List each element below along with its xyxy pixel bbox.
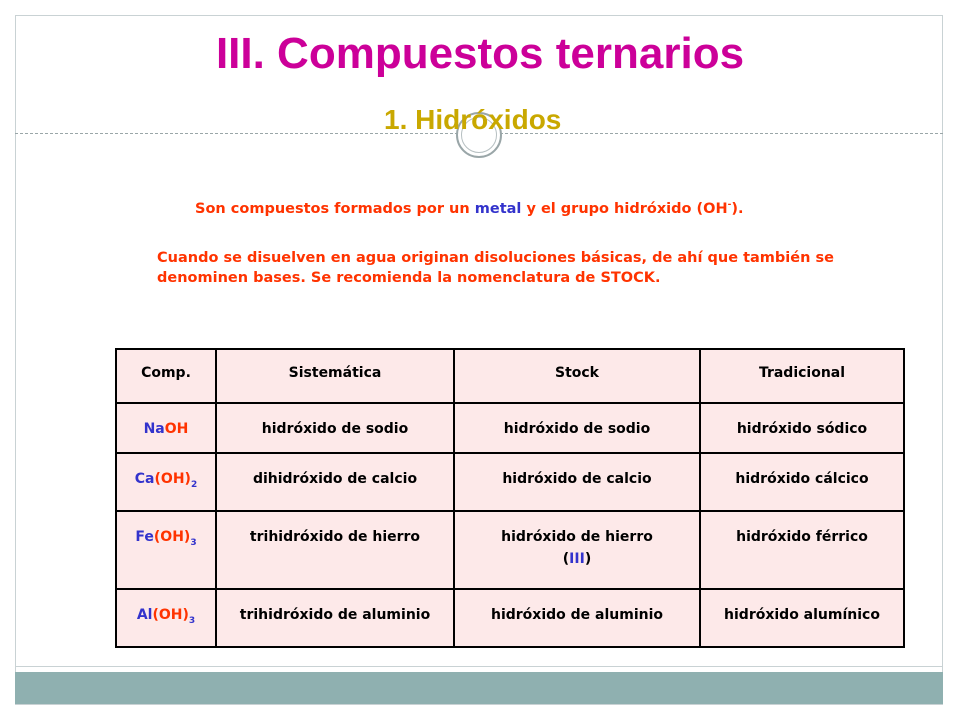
header-comp: Comp. (116, 349, 216, 403)
slide-title: III. Compuestos ternarios (215, 29, 745, 78)
header-sistematica: Sistemática (216, 349, 454, 403)
formula-metal: Fe (135, 528, 154, 545)
stock-valence: III (569, 550, 585, 567)
table-row (116, 403, 904, 453)
stock-cell: hidróxido de sodio (454, 403, 700, 453)
stock-paren-open: ( (562, 550, 570, 567)
definition-paragraph (195, 200, 744, 217)
bases-paragraph: Cuando se disuelven en agua originan disoluciones básicas, de ahí que también se denominen bases. Se recomienda la nomenclatura de STOCK. (157, 250, 834, 286)
formula-group: (OH) (153, 528, 191, 545)
formula-cell (116, 403, 216, 453)
formula-group: (OH) (154, 470, 191, 487)
formula-cell (116, 511, 216, 590)
formula-group: (OH) (152, 607, 189, 624)
stock-paren-close: ) (584, 550, 592, 567)
metal-word: metal (474, 200, 522, 217)
formula-subscript: 3 (188, 616, 196, 627)
formula-subscript: 3 (190, 537, 197, 548)
tradicional-cell: hidróxido alumínico (700, 589, 904, 647)
definition-text-a: Son compuestos formados por un (195, 200, 475, 217)
header-tradicional: Tradicional (700, 349, 904, 403)
stock-name: hidróxido de hierro (501, 528, 653, 545)
stock-cell: hidróxido de aluminio (454, 589, 700, 647)
table-header-row (116, 349, 904, 403)
footer-divider (15, 666, 943, 667)
sistematica-cell: hidróxido de sodio (216, 403, 454, 453)
definition-text-b: y el grupo hidróxido (OH (521, 200, 728, 217)
tradicional-cell: hidróxido férrico (700, 511, 904, 590)
charge-superscript: - (727, 200, 732, 210)
table-row (116, 453, 904, 511)
nomenclature-table (115, 348, 905, 648)
slide-subtitle: 1. Hidróxidos (384, 104, 562, 135)
formula-group: OH (164, 421, 189, 437)
formula-cell (116, 453, 216, 511)
formula-metal: Na (143, 421, 165, 437)
tradicional-cell: hidróxido sódico (700, 403, 904, 453)
definition-text-c: ). (731, 200, 744, 217)
table-row (116, 511, 904, 590)
formula-subscript: 2 (190, 479, 198, 490)
tradicional-cell: hidróxido cálcico (700, 453, 904, 511)
stock-cell: hidróxido de calcio (454, 453, 700, 511)
formula-metal: Ca (134, 470, 155, 487)
sistematica-cell: trihidróxido de aluminio (216, 589, 454, 647)
footer-bar (15, 672, 943, 704)
header-stock: Stock (454, 349, 700, 403)
formula-metal: Al (136, 607, 153, 624)
sistematica-cell: dihidróxido de calcio (216, 453, 454, 511)
sistematica-cell: trihidróxido de hierro (216, 511, 454, 590)
stock-cell (454, 511, 700, 590)
table-row (116, 589, 904, 647)
formula-cell (116, 589, 216, 647)
